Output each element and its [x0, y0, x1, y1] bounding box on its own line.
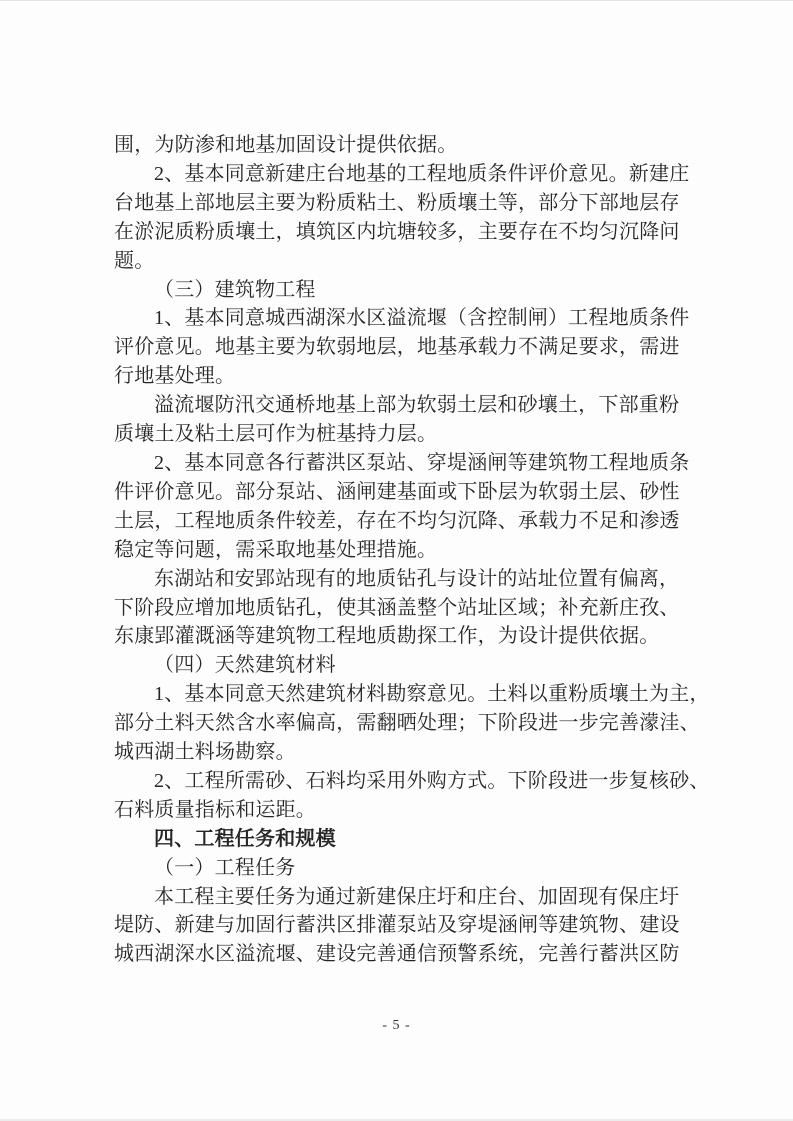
text-line: 东湖站和安郢站现有的地质钻孔与设计的站址位置有偏离， — [154, 567, 680, 590]
document-body — [114, 131, 710, 969]
text-line: 行地基处理。 — [114, 365, 236, 388]
section-heading: （四）天然建筑材料 — [154, 654, 336, 677]
text-line: 1、基本同意天然建筑材料勘察意见。土料以重粉质壤土为主， — [154, 683, 710, 706]
text-line: 东康郢灌溉涵等建筑物工程地质勘探工作，为设计提供依据。 — [114, 625, 660, 648]
text-line: 2、基本同意新建庄台地基的工程地质条件评价意见。新建庄 — [154, 162, 690, 185]
text-line: 部分土料天然含水率偏高，需翻晒处理；下阶段进一步完善濛洼、 — [114, 712, 700, 735]
text-line: 在淤泥质粉质壤土，填筑区内坑塘较多，主要存在不均匀沉降问 — [114, 220, 680, 243]
text-line: 稳定等问题，需采取地基处理措施。 — [114, 538, 438, 561]
text-line: 围，为防渗和地基加固设计提供依据。 — [114, 134, 458, 156]
text-line: 城西湖土料场勘察。 — [114, 741, 296, 764]
text-line: 评价意见。地基主要为软弱地层，地基承载力不满足要求，需进 — [114, 336, 680, 359]
text-line: 质壤土及粘土层可作为桩基持力层。 — [114, 423, 438, 446]
section-heading: （一）工程任务 — [154, 856, 296, 879]
text-line: 台地基上部地层主要为粉质粘土、粉质壤土等，部分下部地层存 — [114, 191, 680, 214]
text-line: 件评价意见。部分泵站、涵闸建基面或下卧层为软弱土层、砂性 — [114, 480, 680, 503]
text-line: 溢流堰防汛交通桥地基上部为软弱土层和砂壤土，下部重粉 — [154, 394, 680, 417]
text-line: 下阶段应增加地质钻孔，使其涵盖整个站址区域；补充新庄孜、 — [114, 596, 680, 619]
text-line: 2、工程所需砂、石料均采用外购方式。下阶段进一步复核砂、 — [154, 769, 710, 792]
text-line: 题。 — [114, 249, 155, 272]
text-line: 城西湖深水区溢流堰、建设完善通信预警系统，完善行蓄洪区防 — [114, 943, 680, 966]
chapter-heading: 四、工程任务和规模 — [154, 827, 336, 850]
page-number: - 5 - — [382, 1018, 411, 1033]
text-line: 石料质量指标和运距。 — [114, 798, 316, 821]
text-line: 2、基本同意各行蓄洪区泵站、穿堤涵闸等建筑物工程地质条 — [154, 451, 690, 474]
text-line: 堤防、新建与加固行蓄洪区排灌泵站及穿堤涵闸等建筑物、建设 — [114, 914, 680, 937]
text-line: 1、基本同意城西湖深水区溢流堰（含控制闸）工程地质条件 — [154, 307, 690, 330]
text-line: 本工程主要任务为通过新建保庄圩和庄台、加固现有保庄圩 — [154, 885, 680, 908]
section-heading: （三）建筑物工程 — [154, 278, 316, 301]
text-line: 土层，工程地质条件较差，存在不均匀沉降、承载力不足和渗透 — [114, 509, 680, 532]
